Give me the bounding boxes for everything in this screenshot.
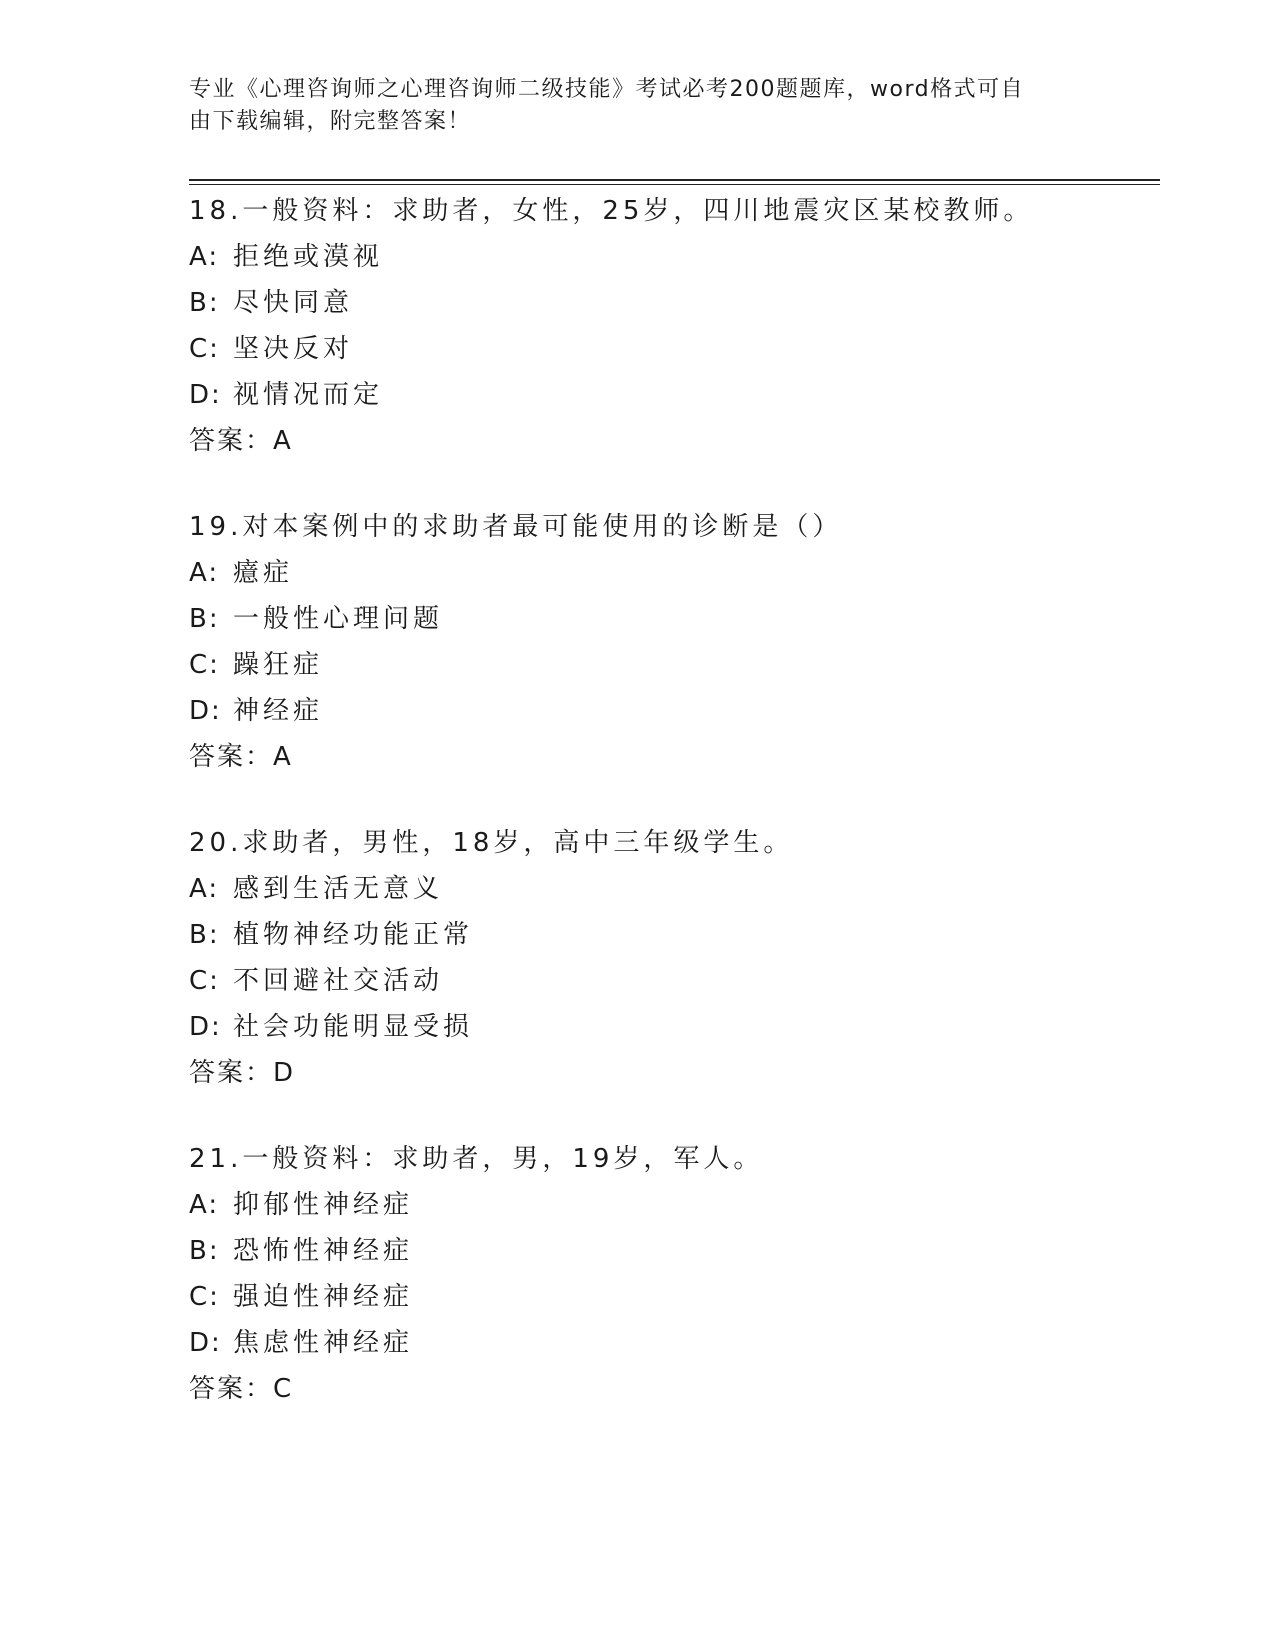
option-text: 强迫性神经症 (233, 1282, 414, 1312)
option-letter: C: (189, 1282, 220, 1312)
option-letter: D: (189, 380, 222, 410)
option-text: 躁狂症 (233, 650, 324, 680)
question-stem: 21.一般资料：求助者，男，19岁，军人。 (189, 1144, 764, 1174)
header-line-1: 专业《心理咨询师之心理咨询师二级技能》考试必考200题题库，word格式可自 (189, 77, 1025, 102)
question-20 (189, 820, 1149, 1096)
answer-line: 答案：A (189, 742, 293, 772)
question-stem: 20.求助者，男性，18岁，高中三年级学生。 (189, 828, 794, 858)
option-text: 一般性心理问题 (233, 604, 444, 634)
option-text: 癔症 (233, 558, 294, 588)
option-b (189, 596, 1149, 642)
option-a (189, 1182, 1149, 1228)
answer-line: 答案：D (189, 1058, 296, 1088)
option-c (189, 326, 1149, 372)
option-a (189, 234, 1149, 280)
answer-line: 答案：A (189, 426, 293, 456)
option-b (189, 280, 1149, 326)
option-letter: C: (189, 650, 220, 680)
question-18 (189, 188, 1149, 464)
option-text: 视情况而定 (233, 380, 384, 410)
option-letter: A: (189, 1190, 220, 1220)
option-letter: A: (189, 242, 220, 272)
option-text: 感到生活无意义 (233, 874, 444, 904)
option-letter: D: (189, 1328, 222, 1358)
option-letter: B: (189, 920, 220, 950)
header-divider-thick (189, 179, 1160, 181)
option-letter: A: (189, 558, 220, 588)
option-text: 拒绝或漠视 (233, 242, 384, 272)
option-d (189, 1004, 1149, 1050)
option-a (189, 866, 1149, 912)
option-letter: B: (189, 288, 220, 318)
document-header (189, 74, 1069, 138)
question-stem: 19.对本案例中的求助者最可能使用的诊断是（） (189, 512, 843, 542)
option-letter: C: (189, 334, 220, 364)
option-text: 尽快同意 (233, 288, 354, 318)
option-c (189, 642, 1149, 688)
option-text: 恐怖性神经症 (233, 1236, 414, 1266)
option-letter: B: (189, 1236, 220, 1266)
option-b (189, 1228, 1149, 1274)
option-c (189, 1274, 1149, 1320)
answer-line: 答案：C (189, 1374, 294, 1404)
option-letter: B: (189, 604, 220, 634)
option-text: 不回避社交活动 (233, 966, 444, 996)
option-text: 植物神经功能正常 (233, 920, 474, 950)
option-text: 社会功能明显受损 (233, 1012, 474, 1042)
option-b (189, 912, 1149, 958)
header-line-2: 由下载编辑，附完整答案！ (189, 109, 472, 134)
question-19 (189, 504, 1149, 780)
option-c (189, 958, 1149, 1004)
option-text: 抑郁性神经症 (233, 1190, 414, 1220)
question-stem: 18.一般资料：求助者，女性，25岁，四川地震灾区某校教师。 (189, 196, 1034, 226)
option-text: 神经症 (233, 696, 324, 726)
option-letter: C: (189, 966, 220, 996)
option-d (189, 372, 1149, 418)
option-d (189, 688, 1149, 734)
option-a (189, 550, 1149, 596)
option-text: 焦虑性神经症 (233, 1328, 414, 1358)
option-letter: D: (189, 1012, 222, 1042)
header-divider-thin (189, 184, 1160, 185)
option-letter: A: (189, 874, 220, 904)
option-d (189, 1320, 1149, 1366)
question-21 (189, 1136, 1149, 1412)
option-letter: D: (189, 696, 222, 726)
option-text: 坚决反对 (233, 334, 354, 364)
